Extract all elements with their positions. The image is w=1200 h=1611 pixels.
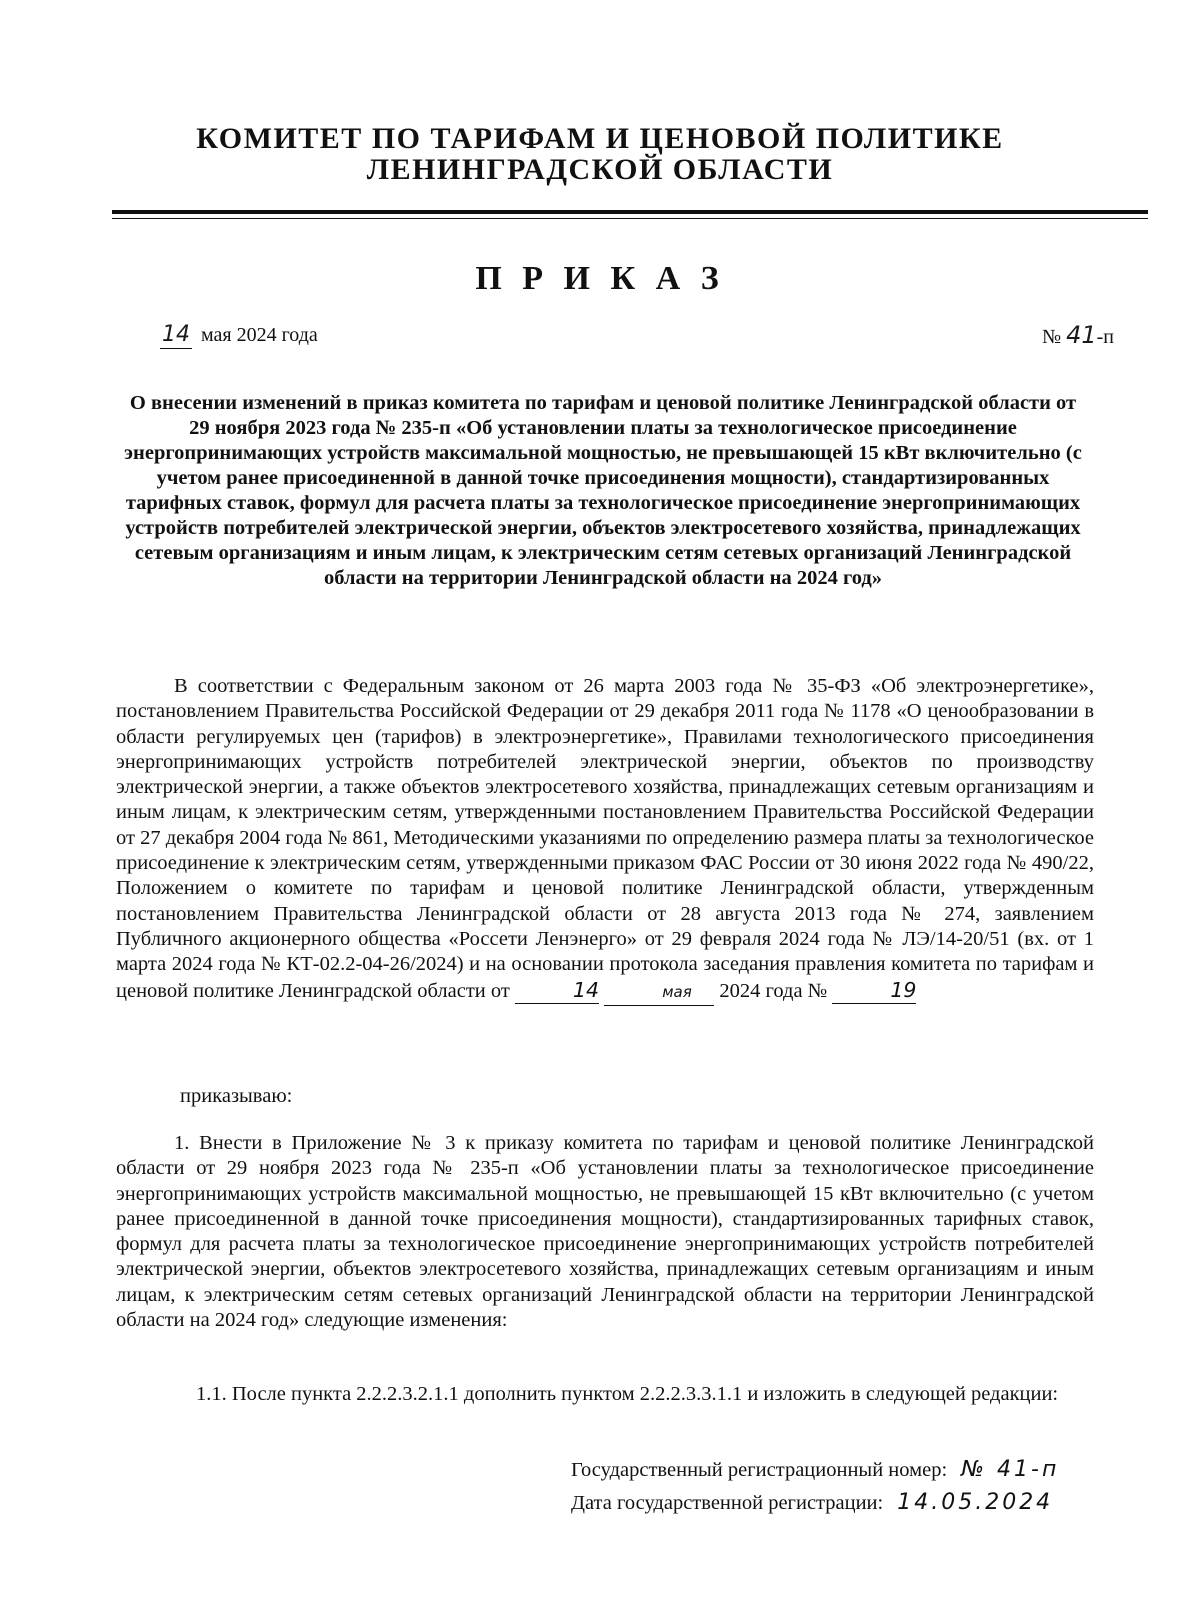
registration-date-handwritten: 14.05.2024	[897, 1490, 1054, 1515]
order-number	[1042, 322, 1114, 350]
registration-number-handwritten: № 41-п	[961, 1457, 1060, 1482]
preamble-paragraph	[116, 674, 1094, 1006]
protocol-number-handwritten: 19	[832, 978, 916, 1004]
protocol-day-handwritten: 14	[515, 978, 599, 1004]
organization-name-line2: ЛЕНИНГРАДСКОЙ ОБЛАСТИ	[366, 153, 834, 186]
order-word: приказываю:	[180, 1085, 293, 1107]
registration-number-label: Государственный регистрационный номер:	[571, 1459, 948, 1481]
order-number-handwritten: 41	[1066, 321, 1097, 349]
order-date	[160, 322, 318, 349]
registration-number-row	[571, 1456, 1059, 1484]
protocol-year-text: 2024 года №	[714, 979, 833, 1002]
header-divider-thin	[112, 218, 1148, 219]
order-subject: О внесении изменений в приказ комитета по тарифам и ценовой политике Ленинградской области от 29 ноября 2023 года № 235-п «Об установлении платы за технологическое присоединение энергопринимающих устройств максимальной мощностью, не превышающей 15 кВт включительно (с учетом ранее присоединенной в данной точке присоединения мощности), стандартизированных тарифных ставок, формул для расчета платы за технологическое присоединение энергопринимающих устройств потребителей электрической энергии, объектов электросетевого хозяйства, принадлежащих сетевым организациям и иным лицам, к электрическим сетям сетевых организаций Ленинградской области на территории Ленинградской области на 2024 год»	[124, 392, 1082, 589]
preamble-text: В соответствии с Федеральным законом от 26 марта 2003 года № 35-ФЗ «Об электроэнергетике», постановлением Правительства Российской Федерации от 29 декабря 2011 года № 1178 «О ценообразовании в области регулируемых цен (тарифов) в электроэнергетике», Правилами технологического присоединения энергопринимающих устройств потребителей электрической энергии, объектов по производству электрической энергии, а также объектов электросетевого хозяйства, принадлежащих сетевым организациям и иным лицам, к электрическим сетям, утвержденными постановлением Правительства Российской Федерации от 27 декабря 2004 года № 861, Методическими указаниями по определению размера платы за технологическое присоединение к электрическим сетям, утвержденными приказом ФАС России от 30 июня 2022 года № 490/22, Положением о комитете по тарифам и ценовой политике Ленинградской области, утвержденным постановлением Правительства Ленинградской области от 28 августа 2013 года № 274, заявлением Публичного акционерного общества «Россети Ленэнерго» от 29 февраля 2024 года № ЛЭ/14-20/51 (вх. от 1 марта 2024 года № КТ-02.2-04-26/2024) и на основании протокола заседания правления комитета по тарифам и ценовой политике Ленинградской области от	[116, 675, 1094, 1002]
order-date-day-handwritten: 14	[162, 322, 190, 347]
registration-date-row	[571, 1489, 1053, 1517]
organization-name-line1: КОМИТЕТ ПО ТАРИФАМ И ЦЕНОВОЙ ПОЛИТИКЕ	[196, 122, 1004, 155]
item-1-paragraph: 1. Внести в Приложение № 3 к приказу комитета по тарифам и ценовой политике Ленинградской области от 29 ноября 2023 года № 235-п «Об установлении платы за технологическое присоединение энергопринимающих устройств максимальной мощностью, не превышающей 15 кВт включительно (с учетом ранее присоединенной в данной точке присоединения мощности), стандартизированных тарифных ставок, формул для расчета платы за технологическое присоединение энергопринимающих устройств потребителей электрической энергии, объектов электросетевого хозяйства, принадлежащих сетевым организациям и иным лицам, к электрическим сетям сетевых организаций Ленинградской области на территории Ленинградской области на 2024 год» следующие изменения:	[116, 1132, 1094, 1332]
order-number-suffix: -п	[1096, 326, 1114, 348]
item-1-1-paragraph: 1.1. После пункта 2.2.2.3.2.1.1 дополнить пунктом 2.2.2.3.3.1.1 и изложить в следующей редакции:	[196, 1383, 1059, 1405]
protocol-month-handwritten: мая	[604, 980, 714, 1006]
document-type-title: П Р И К А З	[475, 260, 725, 297]
registration-date-label: Дата государственной регистрации:	[571, 1492, 884, 1514]
order-date-rest: мая 2024 года	[196, 324, 318, 346]
header-divider-thick	[112, 210, 1148, 214]
order-number-prefix: №	[1041, 326, 1067, 348]
